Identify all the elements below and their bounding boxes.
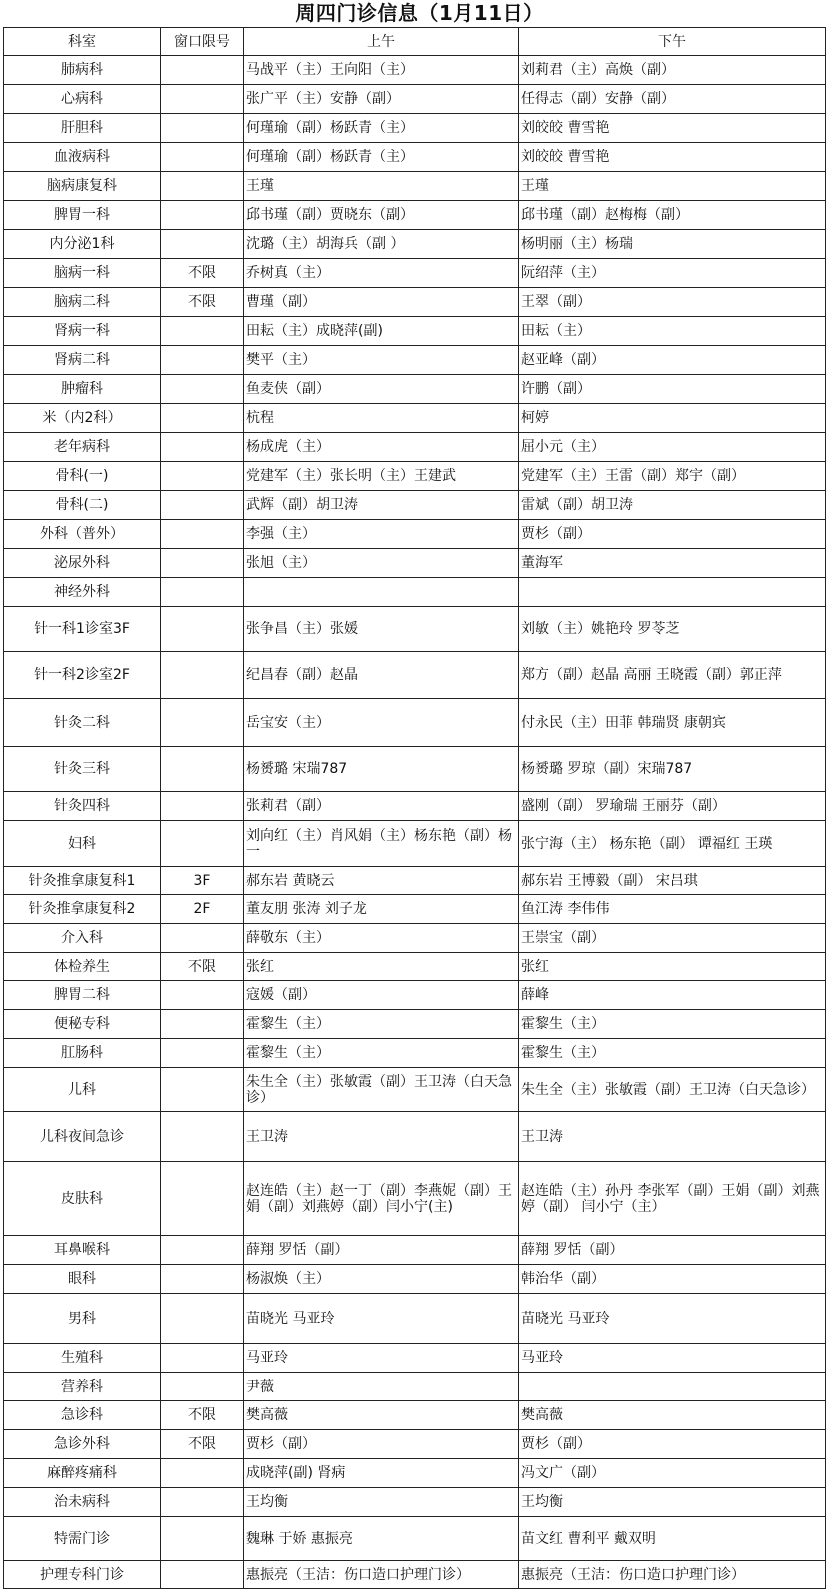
table-row bbox=[4, 1459, 826, 1488]
afternoon-doctors-cell: 贾杉（副） bbox=[519, 520, 826, 549]
department-cell: 针一科1诊室3F bbox=[4, 607, 161, 652]
table-row bbox=[4, 1488, 826, 1517]
morning-doctors-cell: 刘向红（主）肖风娟（主）杨东艳（副）杨一 bbox=[244, 821, 519, 867]
table-row bbox=[4, 230, 826, 259]
table-row bbox=[4, 1162, 826, 1236]
morning-doctors-cell: 王卫涛 bbox=[244, 1112, 519, 1162]
window-limit-cell bbox=[161, 1068, 244, 1112]
department-cell: 肾病二科 bbox=[4, 346, 161, 375]
afternoon-doctors-cell: 刘莉君（主）高焕（副） bbox=[519, 56, 826, 85]
afternoon-doctors-cell: 许鹏（副） bbox=[519, 375, 826, 404]
morning-doctors-cell: 薛翔 罗恬（副） bbox=[244, 1236, 519, 1265]
morning-doctors-cell: 张旭（主） bbox=[244, 549, 519, 578]
morning-doctors-cell: 成晓萍(副) 肾病 bbox=[244, 1459, 519, 1488]
department-cell: 老年病科 bbox=[4, 433, 161, 462]
afternoon-doctors-cell: 惠振亮（王洁：伤口造口护理门诊） bbox=[519, 1561, 826, 1589]
window-limit-cell bbox=[161, 1294, 244, 1344]
window-limit-cell bbox=[161, 1488, 244, 1517]
table-row bbox=[4, 462, 826, 491]
afternoon-doctors-cell: 张宁海（主） 杨东艳（副） 谭福红 王瑛 bbox=[519, 821, 826, 867]
window-limit-cell bbox=[161, 981, 244, 1010]
table-row bbox=[4, 1373, 826, 1401]
department-cell: 肛肠科 bbox=[4, 1039, 161, 1068]
department-cell: 耳鼻喉科 bbox=[4, 1236, 161, 1265]
department-cell: 急诊外科 bbox=[4, 1430, 161, 1459]
afternoon-doctors-cell: 赵亚峰（副） bbox=[519, 346, 826, 375]
department-cell: 血液病科 bbox=[4, 143, 161, 172]
morning-doctors-cell: 贾杉（副） bbox=[244, 1430, 519, 1459]
header-afternoon: 下午 bbox=[519, 28, 826, 56]
department-cell: 脾胃一科 bbox=[4, 201, 161, 230]
afternoon-doctors-cell: 田耘（主） bbox=[519, 317, 826, 346]
window-limit-cell bbox=[161, 1039, 244, 1068]
table-row bbox=[4, 747, 826, 792]
table-row bbox=[4, 1561, 826, 1589]
window-limit-cell bbox=[161, 578, 244, 607]
afternoon-doctors-cell: 鱼江涛 李伟伟 bbox=[519, 895, 826, 924]
table-row bbox=[4, 491, 826, 520]
morning-doctors-cell: 樊平（主） bbox=[244, 346, 519, 375]
window-limit-cell bbox=[161, 317, 244, 346]
table-row bbox=[4, 375, 826, 404]
table-row bbox=[4, 1430, 826, 1459]
table-row bbox=[4, 520, 826, 549]
afternoon-doctors-cell: 王卫涛 bbox=[519, 1112, 826, 1162]
department-cell: 肝胆科 bbox=[4, 114, 161, 143]
morning-doctors-cell: 纪昌春（副）赵晶 bbox=[244, 652, 519, 699]
window-limit-cell bbox=[161, 230, 244, 259]
table-row bbox=[4, 143, 826, 172]
table-row bbox=[4, 607, 826, 652]
afternoon-doctors-cell: 苗文红 曹利平 戴双明 bbox=[519, 1517, 826, 1561]
window-limit-cell bbox=[161, 143, 244, 172]
window-limit-cell bbox=[161, 1112, 244, 1162]
table-row bbox=[4, 895, 826, 924]
afternoon-doctors-cell: 党建军（主）王雷（副）郑宇（副） bbox=[519, 462, 826, 491]
morning-doctors-cell: 武辉（副）胡卫涛 bbox=[244, 491, 519, 520]
table-row bbox=[4, 404, 826, 433]
window-limit-cell bbox=[161, 1561, 244, 1589]
table-row bbox=[4, 1010, 826, 1039]
afternoon-doctors-cell: 刘敏（主）姚艳玲 罗苓芝 bbox=[519, 607, 826, 652]
morning-doctors-cell: 曹瑾（副） bbox=[244, 288, 519, 317]
window-limit-cell bbox=[161, 1162, 244, 1236]
afternoon-doctors-cell: 郑方（副）赵晶 高丽 王晓霞（副）郭正萍 bbox=[519, 652, 826, 699]
department-cell: 男科 bbox=[4, 1294, 161, 1344]
morning-doctors-cell: 董友朋 张涛 刘子龙 bbox=[244, 895, 519, 924]
afternoon-doctors-cell: 冯文广（副） bbox=[519, 1459, 826, 1488]
table-row bbox=[4, 867, 826, 895]
department-cell: 儿科夜间急诊 bbox=[4, 1112, 161, 1162]
table-row bbox=[4, 549, 826, 578]
table-body bbox=[4, 56, 826, 1589]
department-cell: 骨科(一) bbox=[4, 462, 161, 491]
department-cell: 妇科 bbox=[4, 821, 161, 867]
morning-doctors-cell: 郝东岩 黄晓云 bbox=[244, 867, 519, 895]
afternoon-doctors-cell: 赵连皓（主）孙丹 李张军（副）王娟（副）刘燕婷（副） 闫小宁（主） bbox=[519, 1162, 826, 1236]
window-limit-cell: 不限 bbox=[161, 1430, 244, 1459]
afternoon-doctors-cell: 霍黎生（主） bbox=[519, 1039, 826, 1068]
morning-doctors-cell: 杨淑焕（主） bbox=[244, 1265, 519, 1294]
window-limit-cell bbox=[161, 491, 244, 520]
morning-doctors-cell: 霍黎生（主） bbox=[244, 1039, 519, 1068]
clinic-schedule-table bbox=[3, 27, 826, 1589]
window-limit-cell: 不限 bbox=[161, 953, 244, 981]
window-limit-cell bbox=[161, 924, 244, 953]
afternoon-doctors-cell: 付永民（主）田菲 韩瑞贤 康朝宾 bbox=[519, 699, 826, 747]
table-row bbox=[4, 821, 826, 867]
department-cell: 治未病科 bbox=[4, 1488, 161, 1517]
department-cell: 生殖科 bbox=[4, 1344, 161, 1373]
window-limit-cell bbox=[161, 747, 244, 792]
afternoon-doctors-cell: 马亚玲 bbox=[519, 1344, 826, 1373]
window-limit-cell bbox=[161, 1010, 244, 1039]
morning-doctors-cell: 马战平（主）王向阳（主） bbox=[244, 56, 519, 85]
window-limit-cell bbox=[161, 201, 244, 230]
window-limit-cell bbox=[161, 56, 244, 85]
table-row bbox=[4, 259, 826, 288]
morning-doctors-cell: 张广平（主）安静（副） bbox=[244, 85, 519, 114]
morning-doctors-cell: 岳宝安（主） bbox=[244, 699, 519, 747]
window-limit-cell: 3F bbox=[161, 867, 244, 895]
department-cell: 骨科(二) bbox=[4, 491, 161, 520]
morning-doctors-cell: 鱼麦侠（副） bbox=[244, 375, 519, 404]
afternoon-doctors-cell: 刘皎皎 曹雪艳 bbox=[519, 143, 826, 172]
table-row bbox=[4, 1294, 826, 1344]
morning-doctors-cell: 张红 bbox=[244, 953, 519, 981]
window-limit-cell bbox=[161, 607, 244, 652]
department-cell: 皮肤科 bbox=[4, 1162, 161, 1236]
table-row bbox=[4, 981, 826, 1010]
morning-doctors-cell: 李强（主） bbox=[244, 520, 519, 549]
morning-doctors-cell: 魏琳 于娇 惠振亮 bbox=[244, 1517, 519, 1561]
afternoon-doctors-cell: 贾杉（副） bbox=[519, 1430, 826, 1459]
window-limit-cell bbox=[161, 792, 244, 821]
table-row bbox=[4, 114, 826, 143]
afternoon-doctors-cell: 苗晓光 马亚玲 bbox=[519, 1294, 826, 1344]
morning-doctors-cell: 赵连皓（主）赵一丁（副）李燕妮（副）王娟（副）刘燕婷（副）闫小宁(主) bbox=[244, 1162, 519, 1236]
table-row bbox=[4, 1344, 826, 1373]
morning-doctors-cell: 杨成虎（主） bbox=[244, 433, 519, 462]
department-cell: 肺病科 bbox=[4, 56, 161, 85]
morning-doctors-cell: 王瑾 bbox=[244, 172, 519, 201]
window-limit-cell bbox=[161, 1459, 244, 1488]
morning-doctors-cell: 沈璐（主）胡海兵（副 ） bbox=[244, 230, 519, 259]
window-limit-cell bbox=[161, 375, 244, 404]
department-cell: 营养科 bbox=[4, 1373, 161, 1401]
department-cell: 脑病二科 bbox=[4, 288, 161, 317]
morning-doctors-cell: 尹薇 bbox=[244, 1373, 519, 1401]
department-cell: 眼科 bbox=[4, 1265, 161, 1294]
afternoon-doctors-cell: 薛峰 bbox=[519, 981, 826, 1010]
afternoon-doctors-cell bbox=[519, 1373, 826, 1401]
morning-doctors-cell: 党建军（主）张长明（主）王建武 bbox=[244, 462, 519, 491]
page-title: 周四门诊信息（1月11日） bbox=[295, 1, 544, 25]
afternoon-doctors-cell: 樊高薇 bbox=[519, 1401, 826, 1430]
morning-doctors-cell: 杭程 bbox=[244, 404, 519, 433]
window-limit-cell bbox=[161, 652, 244, 699]
afternoon-doctors-cell: 刘皎皎 曹雪艳 bbox=[519, 114, 826, 143]
window-limit-cell bbox=[161, 1373, 244, 1401]
morning-doctors-cell: 樊高薇 bbox=[244, 1401, 519, 1430]
morning-doctors-cell: 朱生全（主）张敏霞（副）王卫涛（白天急诊） bbox=[244, 1068, 519, 1112]
table-row bbox=[4, 792, 826, 821]
morning-doctors-cell: 田耘（主）成晓萍(副) bbox=[244, 317, 519, 346]
table-row bbox=[4, 699, 826, 747]
window-limit-cell: 2F bbox=[161, 895, 244, 924]
header-department: 科室 bbox=[4, 28, 161, 56]
window-limit-cell bbox=[161, 699, 244, 747]
window-limit-cell bbox=[161, 85, 244, 114]
table-row bbox=[4, 1039, 826, 1068]
window-limit-cell: 不限 bbox=[161, 288, 244, 317]
morning-doctors-cell: 杨赟璐 宋瑞787 bbox=[244, 747, 519, 792]
morning-doctors-cell bbox=[244, 578, 519, 607]
window-limit-cell bbox=[161, 1517, 244, 1561]
department-cell: 神经外科 bbox=[4, 578, 161, 607]
afternoon-doctors-cell: 韩治华（副） bbox=[519, 1265, 826, 1294]
table-row bbox=[4, 1068, 826, 1112]
morning-doctors-cell: 何瑾瑜（副）杨跃青（主） bbox=[244, 114, 519, 143]
afternoon-doctors-cell: 屈小元（主） bbox=[519, 433, 826, 462]
afternoon-doctors-cell bbox=[519, 578, 826, 607]
afternoon-doctors-cell: 杨明丽（主）杨瑞 bbox=[519, 230, 826, 259]
afternoon-doctors-cell: 王瑾 bbox=[519, 172, 826, 201]
table-row bbox=[4, 172, 826, 201]
department-cell: 针一科2诊室2F bbox=[4, 652, 161, 699]
window-limit-cell: 不限 bbox=[161, 259, 244, 288]
morning-doctors-cell: 惠振亮（王洁：伤口造口护理门诊） bbox=[244, 1561, 519, 1589]
morning-doctors-cell: 薛敬东（主） bbox=[244, 924, 519, 953]
morning-doctors-cell: 霍黎生（主） bbox=[244, 1010, 519, 1039]
morning-doctors-cell: 张争昌（主）张媛 bbox=[244, 607, 519, 652]
window-limit-cell bbox=[161, 114, 244, 143]
window-limit-cell bbox=[161, 172, 244, 201]
table-row bbox=[4, 1265, 826, 1294]
department-cell: 麻醉疼痛科 bbox=[4, 1459, 161, 1488]
department-cell: 体检养生 bbox=[4, 953, 161, 981]
table-row bbox=[4, 201, 826, 230]
table-row bbox=[4, 652, 826, 699]
header-morning: 上午 bbox=[244, 28, 519, 56]
table-row bbox=[4, 317, 826, 346]
department-cell: 肿瘤科 bbox=[4, 375, 161, 404]
table-row bbox=[4, 1112, 826, 1162]
department-cell: 急诊科 bbox=[4, 1401, 161, 1430]
morning-doctors-cell: 王均衡 bbox=[244, 1488, 519, 1517]
department-cell: 针灸四科 bbox=[4, 792, 161, 821]
morning-doctors-cell: 乔树真（主） bbox=[244, 259, 519, 288]
morning-doctors-cell: 寇媛（副） bbox=[244, 981, 519, 1010]
table-row bbox=[4, 1236, 826, 1265]
department-cell: 泌尿外科 bbox=[4, 549, 161, 578]
afternoon-doctors-cell: 邱书瑾（副）赵梅梅（副） bbox=[519, 201, 826, 230]
afternoon-doctors-cell: 王均衡 bbox=[519, 1488, 826, 1517]
table-row bbox=[4, 953, 826, 981]
afternoon-doctors-cell: 薛翔 罗恬（副） bbox=[519, 1236, 826, 1265]
afternoon-doctors-cell: 霍黎生（主） bbox=[519, 1010, 826, 1039]
window-limit-cell bbox=[161, 1265, 244, 1294]
department-cell: 针灸推拿康复科2 bbox=[4, 895, 161, 924]
afternoon-doctors-cell: 王翠（副） bbox=[519, 288, 826, 317]
table-row bbox=[4, 288, 826, 317]
afternoon-doctors-cell: 盛刚（副） 罗瑜瑞 王丽芬（副） bbox=[519, 792, 826, 821]
afternoon-doctors-cell: 郝东岩 王博毅（副） 宋吕琪 bbox=[519, 867, 826, 895]
afternoon-doctors-cell: 朱生全（主）张敏霞（副）王卫涛（白天急诊） bbox=[519, 1068, 826, 1112]
department-cell: 脑病康复科 bbox=[4, 172, 161, 201]
table-row bbox=[4, 1401, 826, 1430]
morning-doctors-cell: 张莉君（副） bbox=[244, 792, 519, 821]
department-cell: 内分泌1科 bbox=[4, 230, 161, 259]
afternoon-doctors-cell: 董海军 bbox=[519, 549, 826, 578]
department-cell: 脑病一科 bbox=[4, 259, 161, 288]
department-cell: 介入科 bbox=[4, 924, 161, 953]
afternoon-doctors-cell: 杨赟璐 罗琼（副）宋瑞787 bbox=[519, 747, 826, 792]
header-window-limit: 窗口限号 bbox=[161, 28, 244, 56]
department-cell: 脾胃二科 bbox=[4, 981, 161, 1010]
window-limit-cell bbox=[161, 821, 244, 867]
window-limit-cell bbox=[161, 1344, 244, 1373]
table-row bbox=[4, 578, 826, 607]
afternoon-doctors-cell: 任得志（副）安静（副） bbox=[519, 85, 826, 114]
window-limit-cell bbox=[161, 433, 244, 462]
table-header-row bbox=[4, 28, 826, 56]
afternoon-doctors-cell: 王崇宝（副） bbox=[519, 924, 826, 953]
department-cell: 肾病一科 bbox=[4, 317, 161, 346]
department-cell: 米（内2科） bbox=[4, 404, 161, 433]
afternoon-doctors-cell: 雷斌（副）胡卫涛 bbox=[519, 491, 826, 520]
afternoon-doctors-cell: 张红 bbox=[519, 953, 826, 981]
morning-doctors-cell: 苗晓光 马亚玲 bbox=[244, 1294, 519, 1344]
department-cell: 特需门诊 bbox=[4, 1517, 161, 1561]
table-row bbox=[4, 924, 826, 953]
window-limit-cell bbox=[161, 404, 244, 433]
department-cell: 心病科 bbox=[4, 85, 161, 114]
department-cell: 外科（普外） bbox=[4, 520, 161, 549]
window-limit-cell bbox=[161, 1236, 244, 1265]
window-limit-cell bbox=[161, 520, 244, 549]
window-limit-cell bbox=[161, 462, 244, 491]
department-cell: 护理专科门诊 bbox=[4, 1561, 161, 1589]
morning-doctors-cell: 马亚玲 bbox=[244, 1344, 519, 1373]
table-row bbox=[4, 85, 826, 114]
department-cell: 针灸三科 bbox=[4, 747, 161, 792]
afternoon-doctors-cell: 阮绍萍（主） bbox=[519, 259, 826, 288]
department-cell: 便秘专科 bbox=[4, 1010, 161, 1039]
morning-doctors-cell: 邱书瑾（副）贾晓东（副） bbox=[244, 201, 519, 230]
table-row bbox=[4, 1517, 826, 1561]
table-row bbox=[4, 346, 826, 375]
department-cell: 儿科 bbox=[4, 1068, 161, 1112]
department-cell: 针灸二科 bbox=[4, 699, 161, 747]
table-row bbox=[4, 56, 826, 85]
window-limit-cell bbox=[161, 346, 244, 375]
window-limit-cell: 不限 bbox=[161, 1401, 244, 1430]
afternoon-doctors-cell: 柯婷 bbox=[519, 404, 826, 433]
department-cell: 针灸推拿康复科1 bbox=[4, 867, 161, 895]
window-limit-cell bbox=[161, 549, 244, 578]
morning-doctors-cell: 何瑾瑜（副）杨跃青（主） bbox=[244, 143, 519, 172]
table-row bbox=[4, 433, 826, 462]
